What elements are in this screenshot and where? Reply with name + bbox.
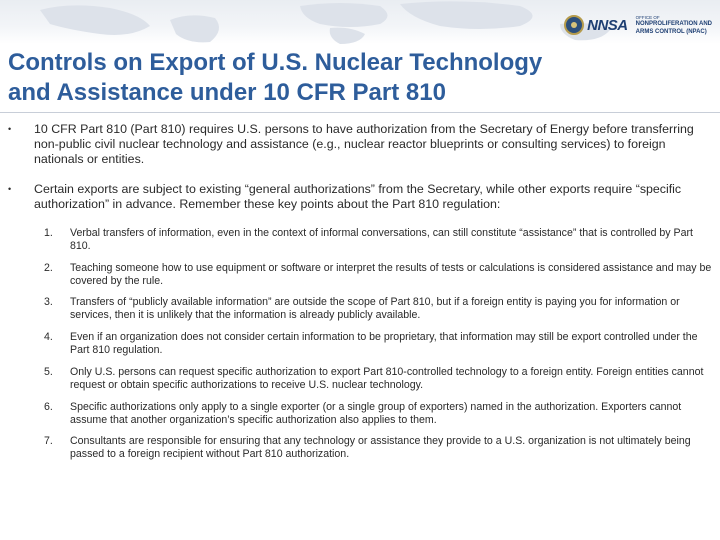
key-point-text: Consultants are responsible for ensuring that any technology or assistance they provide to a U.S. organization is not ultimately being passed to a foreign recipient without Part 810 authorization. (70, 435, 691, 460)
nnsa-npac-logo (564, 12, 712, 38)
key-point-item (0, 331, 720, 357)
header-band (0, 0, 720, 44)
slide-title-line-1: Controls on Export of U.S. Nuclear Technology (8, 49, 543, 76)
key-point-item (0, 401, 720, 427)
key-point-number: 2. (44, 262, 53, 274)
key-point-number: 3. (44, 296, 53, 308)
key-point-item (0, 296, 720, 322)
office-line-2: NONPROLIFERATION AND (635, 21, 712, 28)
key-point-number: 1. (44, 227, 53, 239)
key-point-text: Transfers of “publicly available information” are outside the scope of Part 810, but if a foreign entity is paying you for information or services, then it is unlikely that the information is already publicly available. (70, 296, 680, 321)
slide-title (8, 48, 708, 108)
bullet-glyph: • (8, 124, 12, 134)
key-point-item (0, 262, 720, 288)
key-point-number: 7. (44, 435, 53, 447)
slide-title-line-2: and Assistance under 10 CFR Part 810 (8, 79, 446, 106)
key-point-text: Verbal transfers of information, even in the context of informal conversations, can still constitute “assistance” that is controlled by Part 810. (70, 227, 693, 252)
office-line-3: ARMS CONTROL (NPAC) (635, 28, 707, 35)
key-point-item (0, 435, 720, 461)
key-point-number: 5. (44, 366, 53, 378)
nnsa-wordmark: NNSA (587, 16, 628, 34)
office-line-1: OFFICE OF (635, 15, 660, 21)
doe-seal-icon (564, 15, 584, 35)
key-point-text: Even if an organization does not consider certain information to be proprietary, that information may still be export controlled under the Part 810 regulation. (70, 331, 698, 356)
key-point-text: Only U.S. persons can request specific authorization to export Part 810-controlled technology to a foreign entity. Foreign entities cannot request or obtain specific authorizations to receive U.S. nuclear technology. (70, 366, 704, 391)
key-point-text: Teaching someone how to use equipment or software or interpret the results of tests or calculations is considered assistance and may be covered by the rule. (70, 262, 712, 287)
office-name (636, 14, 712, 36)
key-point-text: Specific authorizations only apply to a single exporter (or a single group of exporters) named in the authorization. Exporters cannot assume that another organization’s specific authorization also applies to them. (70, 401, 682, 426)
bullet-glyph: • (8, 184, 12, 194)
key-point-item (0, 227, 720, 253)
key-point-item (0, 366, 720, 392)
bullet-text: 10 CFR Part 810 (Part 810) requires U.S. persons to have authorization from the Secretary of Energy before transferring non-public civil nuclear technology and assistance (e.g., nuclear reactor blueprints or consulting services) to foreign nationals or entities. (34, 122, 694, 166)
key-point-number: 4. (44, 331, 53, 343)
title-divider (0, 112, 720, 113)
bullet-text: Certain exports are subject to existing “general authorizations” from the Secretary, while other exports require “specific authorization” in advance. Remember these key points about the Part 810 regulation: (34, 182, 682, 211)
bullet-item (0, 122, 720, 167)
bullet-item (0, 182, 720, 212)
key-point-number: 6. (44, 401, 53, 413)
